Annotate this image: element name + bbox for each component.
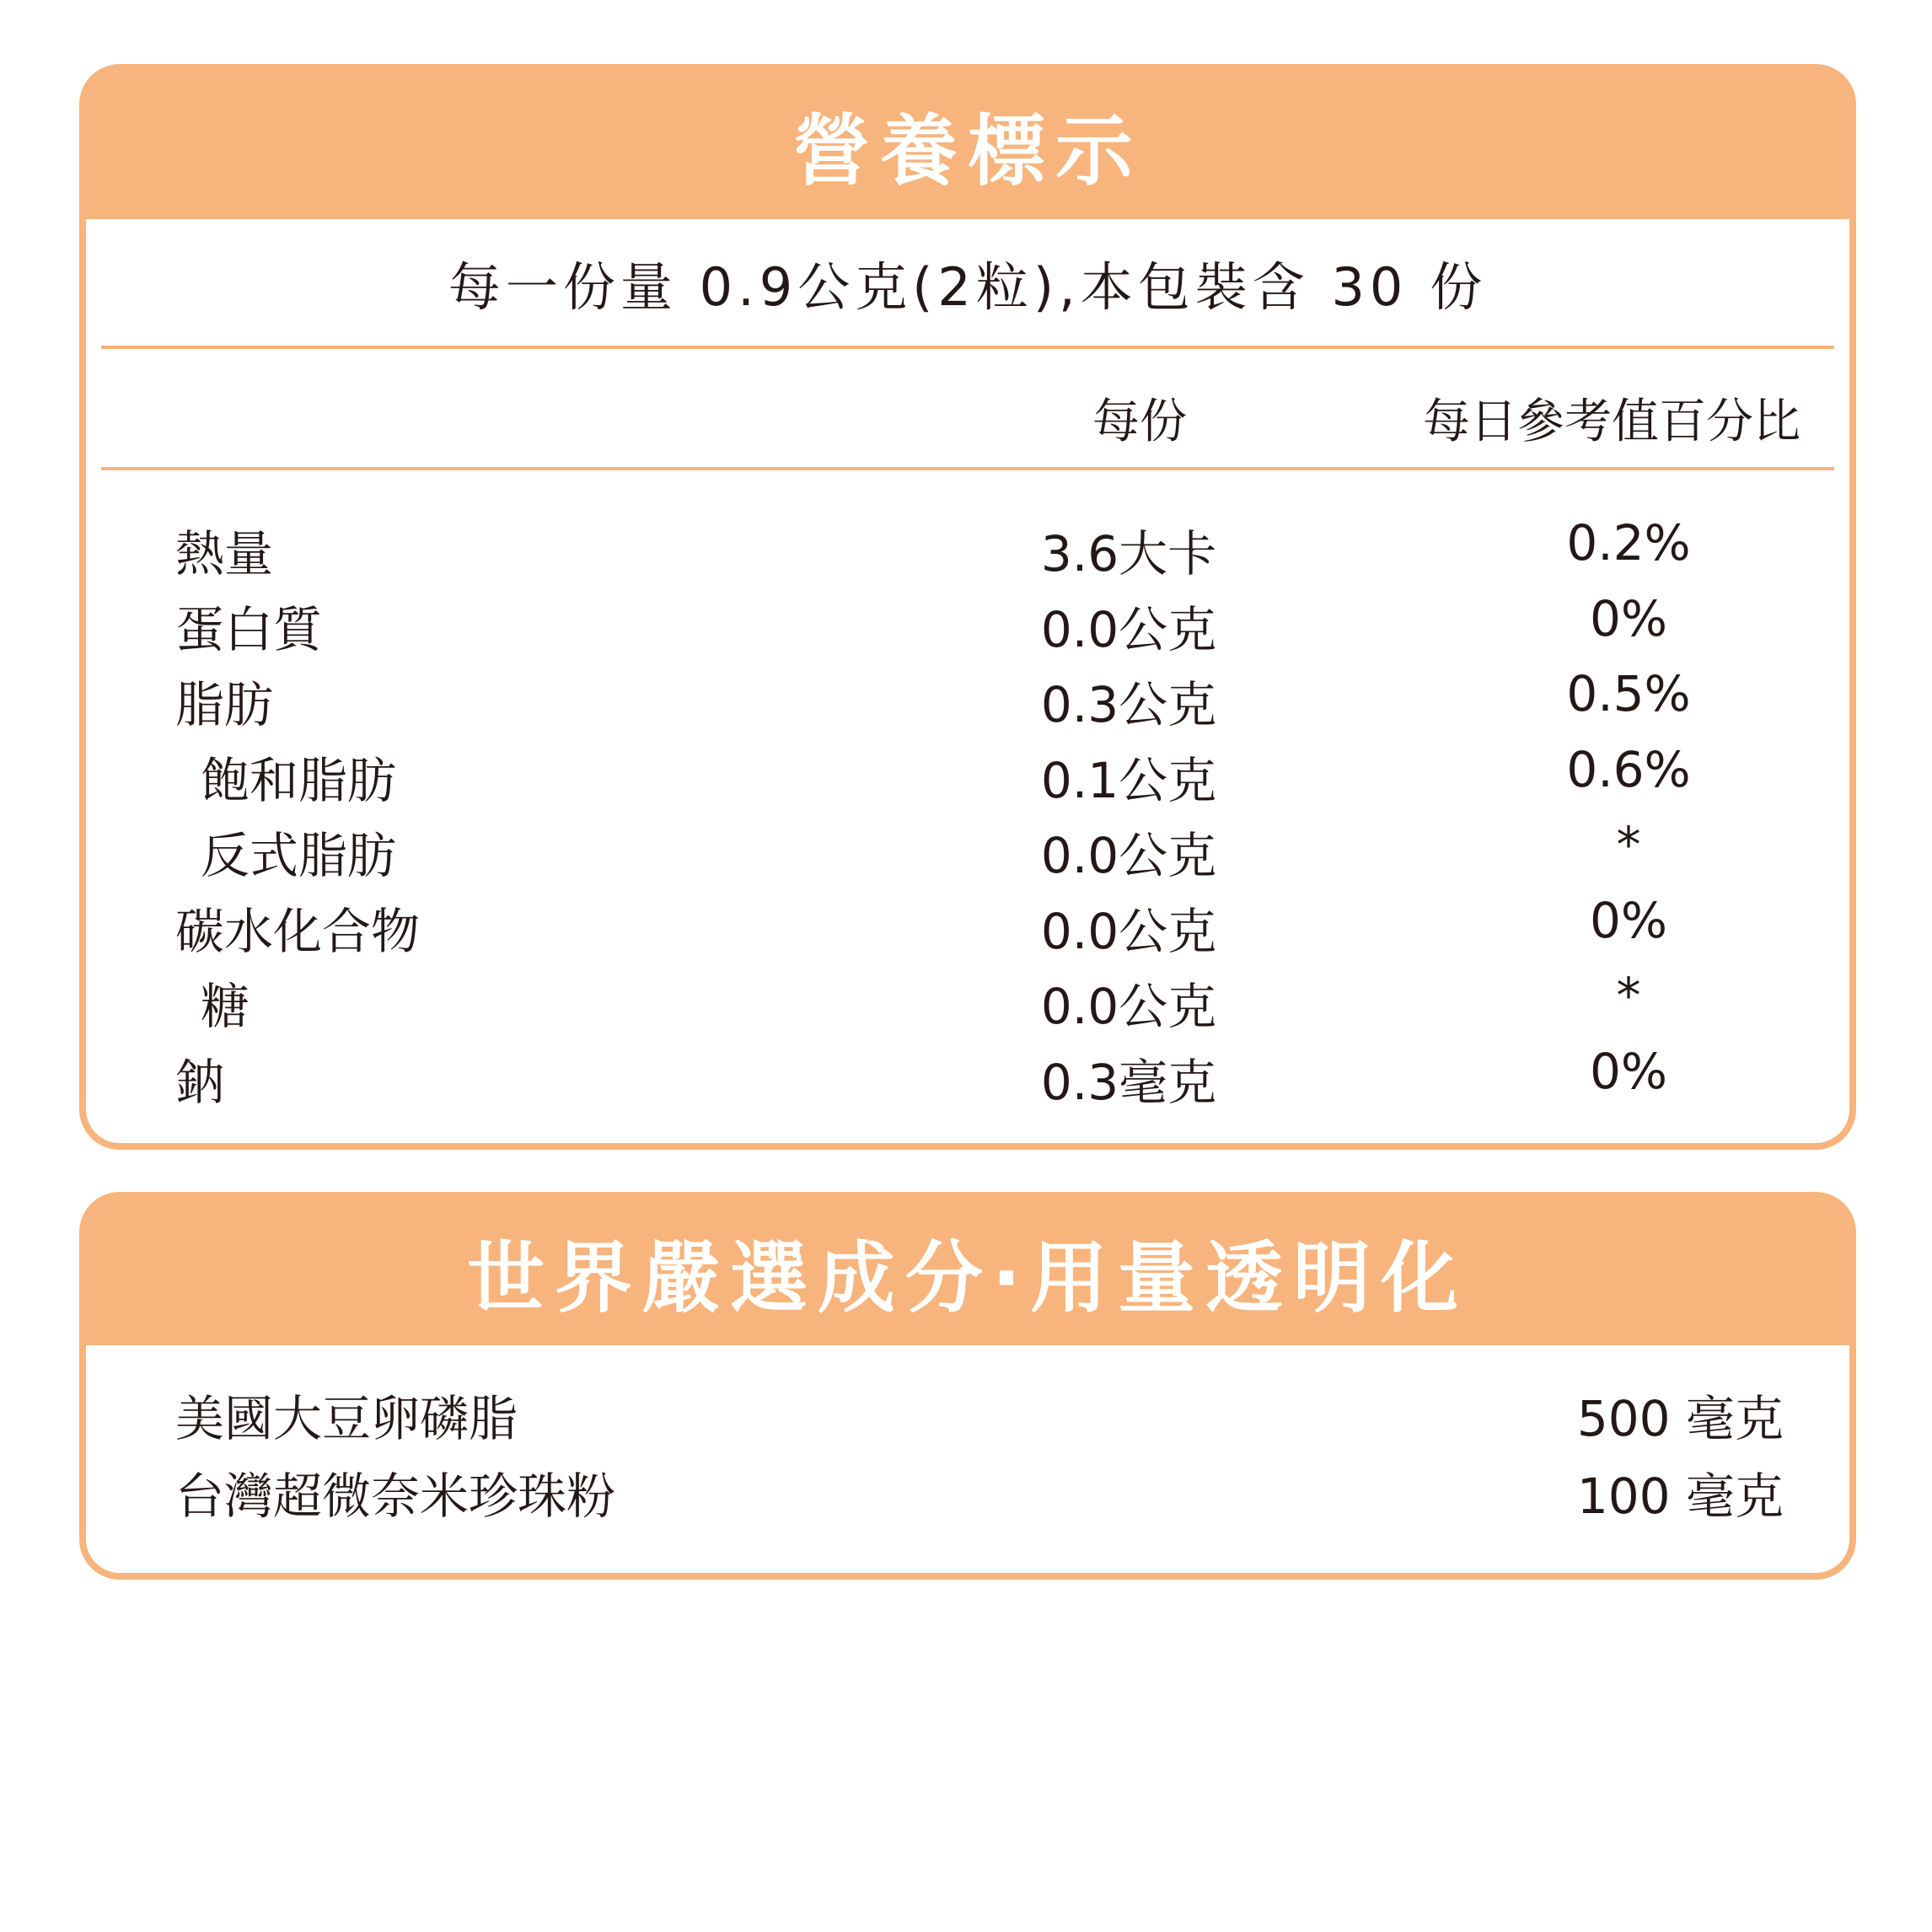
- table-row: [86, 958, 1849, 1034]
- nutrient-name: 糖: [201, 978, 250, 1035]
- ingredients-list: [86, 1345, 1849, 1526]
- ingredients-title: 世界嚴選成分‧用量透明化: [86, 1199, 1849, 1345]
- nutrient-name: 碳水化合物: [175, 902, 421, 960]
- nutrient-amount: 0.1公克: [1040, 751, 1217, 809]
- nutrient-daily-value: 0.5%: [1566, 665, 1691, 722]
- nutrient-daily-value: *: [1616, 967, 1641, 1024]
- nutrient-amount: 0.0公克: [1040, 978, 1217, 1035]
- ingredients-panel: [79, 1192, 1856, 1580]
- nutrient-name: 反式脂肪: [201, 827, 397, 884]
- nutrient-daily-value: 0%: [1589, 589, 1667, 647]
- table-row: [86, 582, 1849, 657]
- ingredient-name: 台灣超微奈米珍珠粉: [175, 1468, 616, 1525]
- nutrient-name: 蛋白質: [175, 600, 323, 658]
- nutrient-amount: 0.0公克: [1040, 600, 1217, 658]
- nutrient-daily-value: 0%: [1589, 891, 1667, 949]
- nutrient-amount: 0.3毫克: [1040, 1053, 1217, 1111]
- nutrient-name: 熱量: [175, 525, 274, 582]
- table-row: [86, 733, 1849, 808]
- daily-value-header: 每日參考值百分比: [1423, 394, 1801, 449]
- nutrient-name: 脂肪: [175, 676, 274, 733]
- nutrient-amount: 3.6大卡: [1040, 525, 1217, 582]
- nutrient-name: 飽和脂肪: [201, 751, 397, 809]
- nutrient-daily-value: 0%: [1589, 1042, 1667, 1100]
- table-row: [86, 657, 1849, 733]
- nutrient-amount: 0.0公克: [1040, 902, 1217, 960]
- list-item: [86, 1371, 1849, 1448]
- table-row: [86, 1034, 1849, 1110]
- nutrition-facts-panel: [79, 64, 1856, 1150]
- nutrient-daily-value: 0.2%: [1566, 514, 1691, 572]
- serving-info: 每一份量 0.9公克(2粒),本包裝含 30 份: [448, 255, 1488, 318]
- ingredient-amount: 100 毫克: [1576, 1468, 1784, 1525]
- nutrition-title: 營養標示: [86, 71, 1849, 219]
- ingredient-amount: 500 毫克: [1576, 1390, 1784, 1447]
- nutrient-amount: 0.0公克: [1040, 827, 1217, 884]
- nutrient-amount: 0.3公克: [1040, 676, 1217, 733]
- column-headers: [86, 349, 1849, 467]
- ingredient-name: 美國大豆卵磷脂: [175, 1390, 518, 1447]
- table-row: [86, 506, 1849, 582]
- nutrient-name: 鈉: [175, 1053, 225, 1111]
- per-serving-header: 每份: [1092, 394, 1187, 449]
- table-row: [86, 883, 1849, 959]
- list-item: [86, 1448, 1849, 1526]
- nutrient-daily-value: 0.6%: [1566, 740, 1691, 798]
- nutrient-daily-value: *: [1616, 816, 1641, 873]
- nutrition-table: [86, 470, 1849, 1109]
- table-row: [86, 808, 1849, 883]
